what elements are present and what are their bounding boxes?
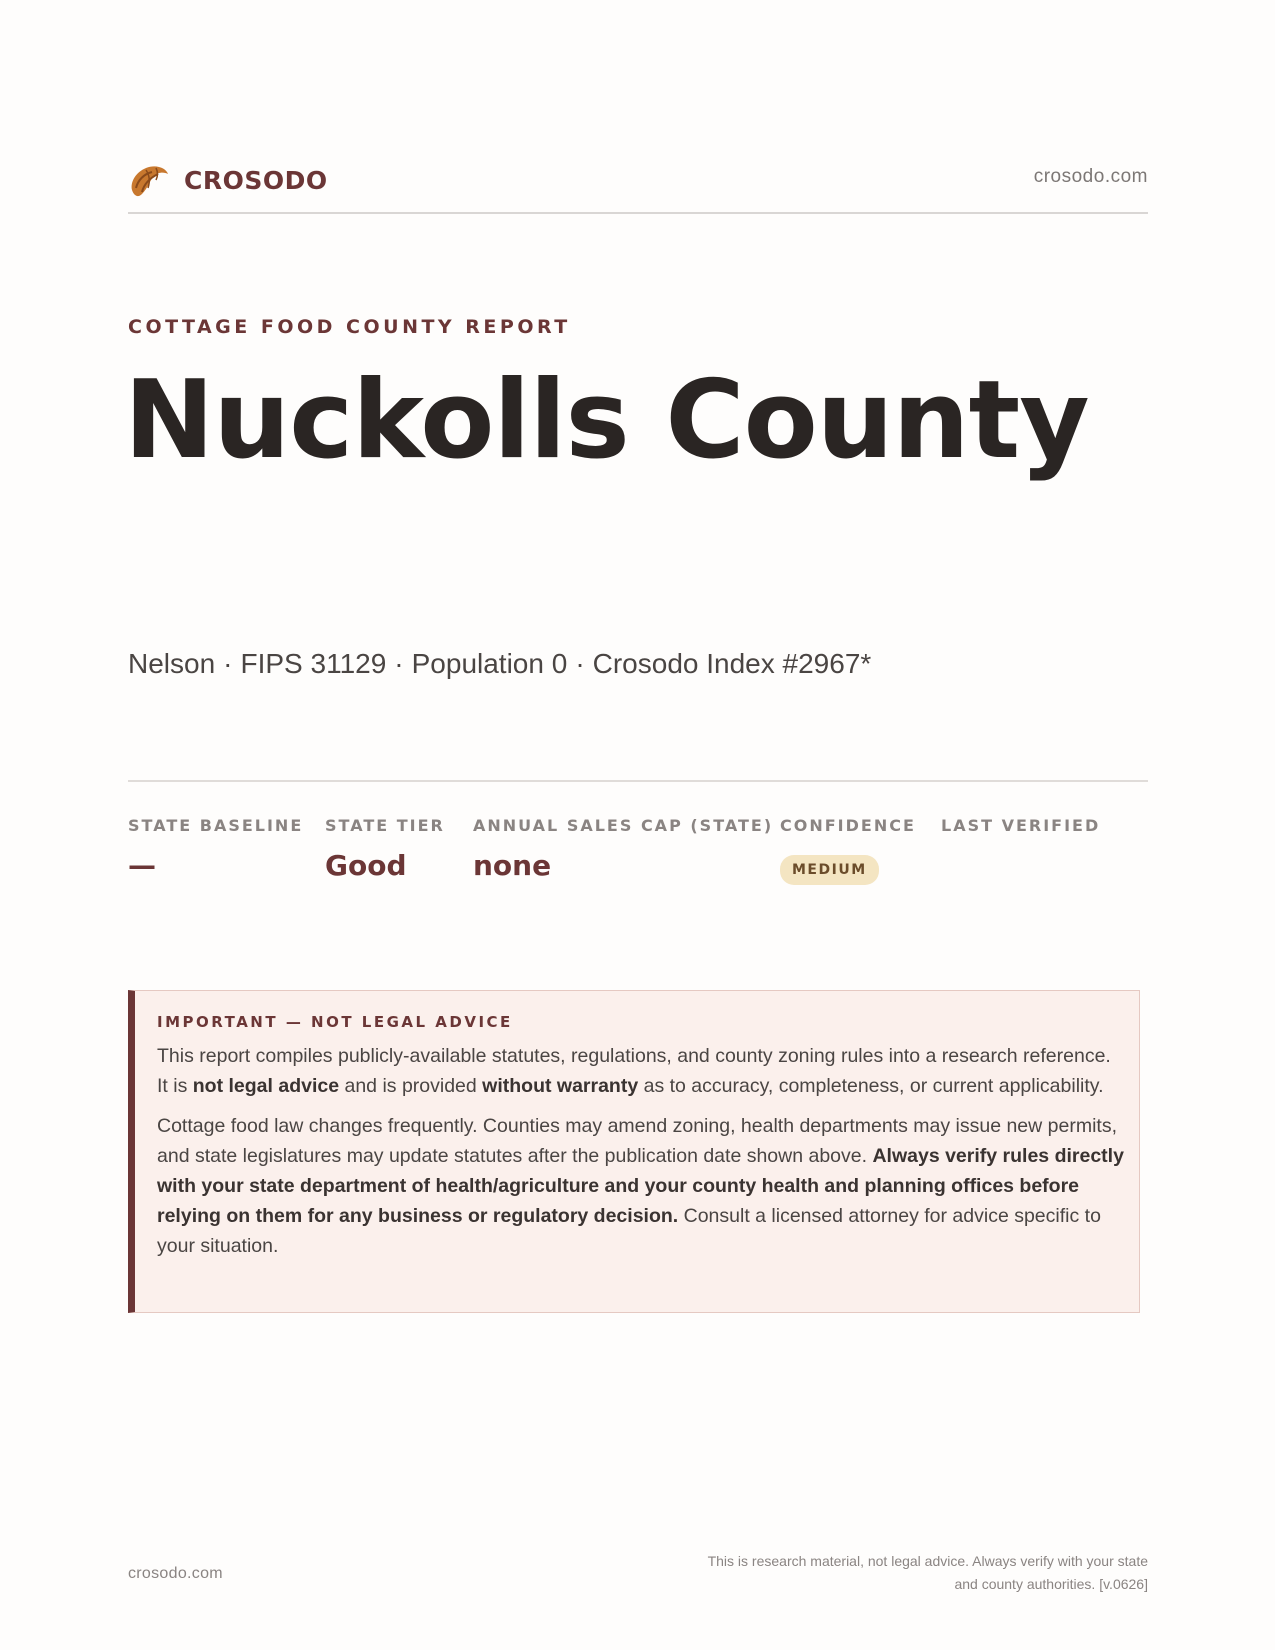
stat-state-tier: [325, 816, 445, 882]
stat-annual-sales-cap: [473, 816, 773, 882]
stat-label: CONFIDENCE: [780, 816, 916, 835]
crosodo-index: Crosodo Index #2967*: [592, 648, 872, 679]
county-seat: Nelson: [128, 648, 216, 679]
stat-label: STATE BASELINE: [128, 816, 304, 835]
county-meta: [128, 648, 871, 680]
notice-paragraph-1: [157, 1041, 1127, 1101]
notice-text: Cottage food law changes frequently. Counties may amend zoning, health departments may issue new permits, and state legislatures may update statutes after the publication date shown above.: [157, 1115, 1117, 1167]
report-eyebrow: COTTAGE FOOD COUNTY REPORT: [128, 316, 571, 338]
stat-confidence: [780, 816, 916, 885]
stat-value: Good: [325, 849, 407, 882]
croissant-icon: [128, 160, 170, 200]
population: Population 0: [411, 648, 568, 679]
stat-state-baseline: [128, 816, 303, 882]
meta-separator: ·: [394, 648, 404, 679]
stats-row: [128, 780, 1148, 882]
notice-text: This report compiles publicly-available statutes, regulations, and county zoning rules into a research reference. It is: [157, 1045, 1111, 1097]
stat-value: none: [473, 849, 552, 882]
notice-title: IMPORTANT — NOT LEGAL ADVICE: [157, 1013, 513, 1031]
legal-notice: [128, 990, 1140, 1313]
notice-emphasis: not legal advice: [192, 1075, 340, 1097]
footer-disclaimer: [628, 1550, 1148, 1596]
brand-name: CROSODO: [184, 165, 328, 195]
stat-label: LAST VERIFIED: [941, 816, 1101, 835]
stat-label: STATE TIER: [325, 816, 445, 835]
footer-disclaimer-line: and county authorities. [v.0626]: [954, 1576, 1148, 1592]
footer-site-link[interactable]: crosodo.com: [128, 1565, 223, 1582]
notice-paragraph-2: [157, 1111, 1127, 1261]
brand[interactable]: [128, 160, 328, 200]
stat-last-verified: [941, 816, 1100, 849]
notice-text: as to accuracy, completeness, or current applicability.: [638, 1075, 1104, 1097]
footer-disclaimer-line: This is research material, not legal advice. Always verify with your state: [707, 1553, 1148, 1569]
notice-emphasis: Always verify rules directly with your state department of health/agriculture and your county health and planning offices before relying on them for any business or regulatory decision.: [157, 1145, 1124, 1227]
meta-separator: ·: [223, 648, 233, 679]
confidence-badge: MEDIUM: [780, 855, 879, 885]
page-header: [128, 154, 1148, 214]
fips-code: FIPS 31129: [240, 648, 387, 679]
stat-value: —: [128, 849, 156, 882]
page-title: Nuckolls County: [124, 358, 1089, 483]
notice-text: Consult a licensed attorney for advice specific to your situation.: [157, 1205, 1101, 1257]
stat-label: ANNUAL SALES CAP (STATE): [473, 816, 774, 835]
meta-separator: ·: [575, 648, 585, 679]
notice-text: and is provided: [339, 1075, 483, 1097]
header-site-link[interactable]: crosodo.com: [1033, 166, 1148, 187]
notice-emphasis: without warranty: [482, 1075, 639, 1097]
